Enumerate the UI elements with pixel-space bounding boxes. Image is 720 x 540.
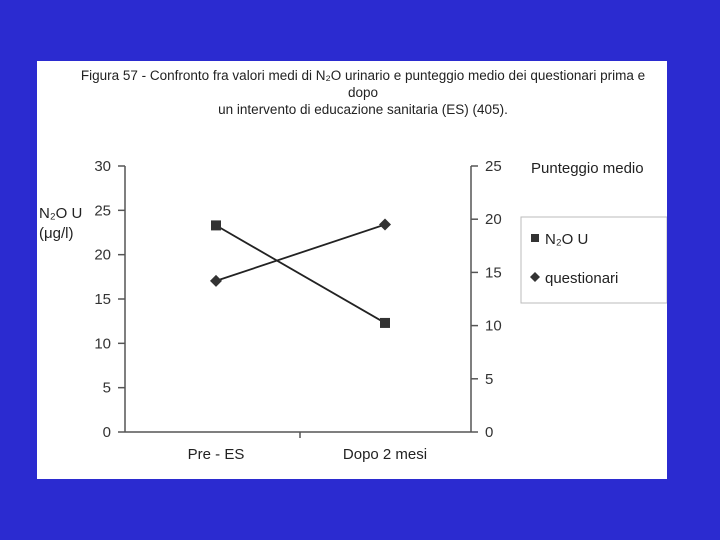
figure-panel [37,61,667,479]
chart [37,61,667,479]
left-tick-label-5: 25 [94,202,111,220]
left-axis-label-line2: (μg/l) [39,225,74,242]
left-axis-label [39,205,82,242]
right-tick-label-5: 25 [485,158,502,175]
left-tick-label-6: 30 [94,158,111,175]
right-tick-label-4: 20 [485,211,502,229]
caption-line-1: Figura 57 - Confronto fra valori medi di N₂O urinario e punteggio medio dei questionari prima e dopo [80,68,646,100]
point-n2o-1 [380,318,390,328]
point-questionari-1 [379,219,391,231]
right-axis-label: Punteggio medio [531,160,644,177]
right-tick-label-2: 10 [485,317,502,335]
left-tick-label-1: 5 [102,379,111,397]
right-tick-label-0: 0 [485,424,494,441]
legend-label-n2o: N₂O U [545,231,589,248]
x-tick-label-0: Pre - ES [187,446,245,463]
point-n2o-0 [211,220,221,230]
point-questionari-0 [210,275,222,287]
legend-box [521,217,667,303]
left-tick-label-3: 15 [94,291,111,308]
legend-marker-square [531,234,539,242]
legend-label-questionari: questionari [545,270,619,287]
right-tick-label-1: 5 [485,370,494,388]
left-tick-label-0: 0 [102,424,111,441]
left-axis-ticks [94,158,125,441]
right-axis-ticks [471,158,502,441]
left-tick-label-4: 20 [94,246,111,264]
x-tick-label-1: Dopo 2 mesi [342,446,428,463]
left-tick-label-2: 10 [94,335,111,353]
series-line-1 [216,225,385,281]
caption-line-2: un intervento di educazione sanitaria (ES) (405). [218,102,508,117]
series-layer [210,219,391,328]
right-tick-label-3: 15 [485,264,502,282]
left-axis-label-line1: N₂O U [39,205,83,222]
series-line-0 [216,225,385,323]
